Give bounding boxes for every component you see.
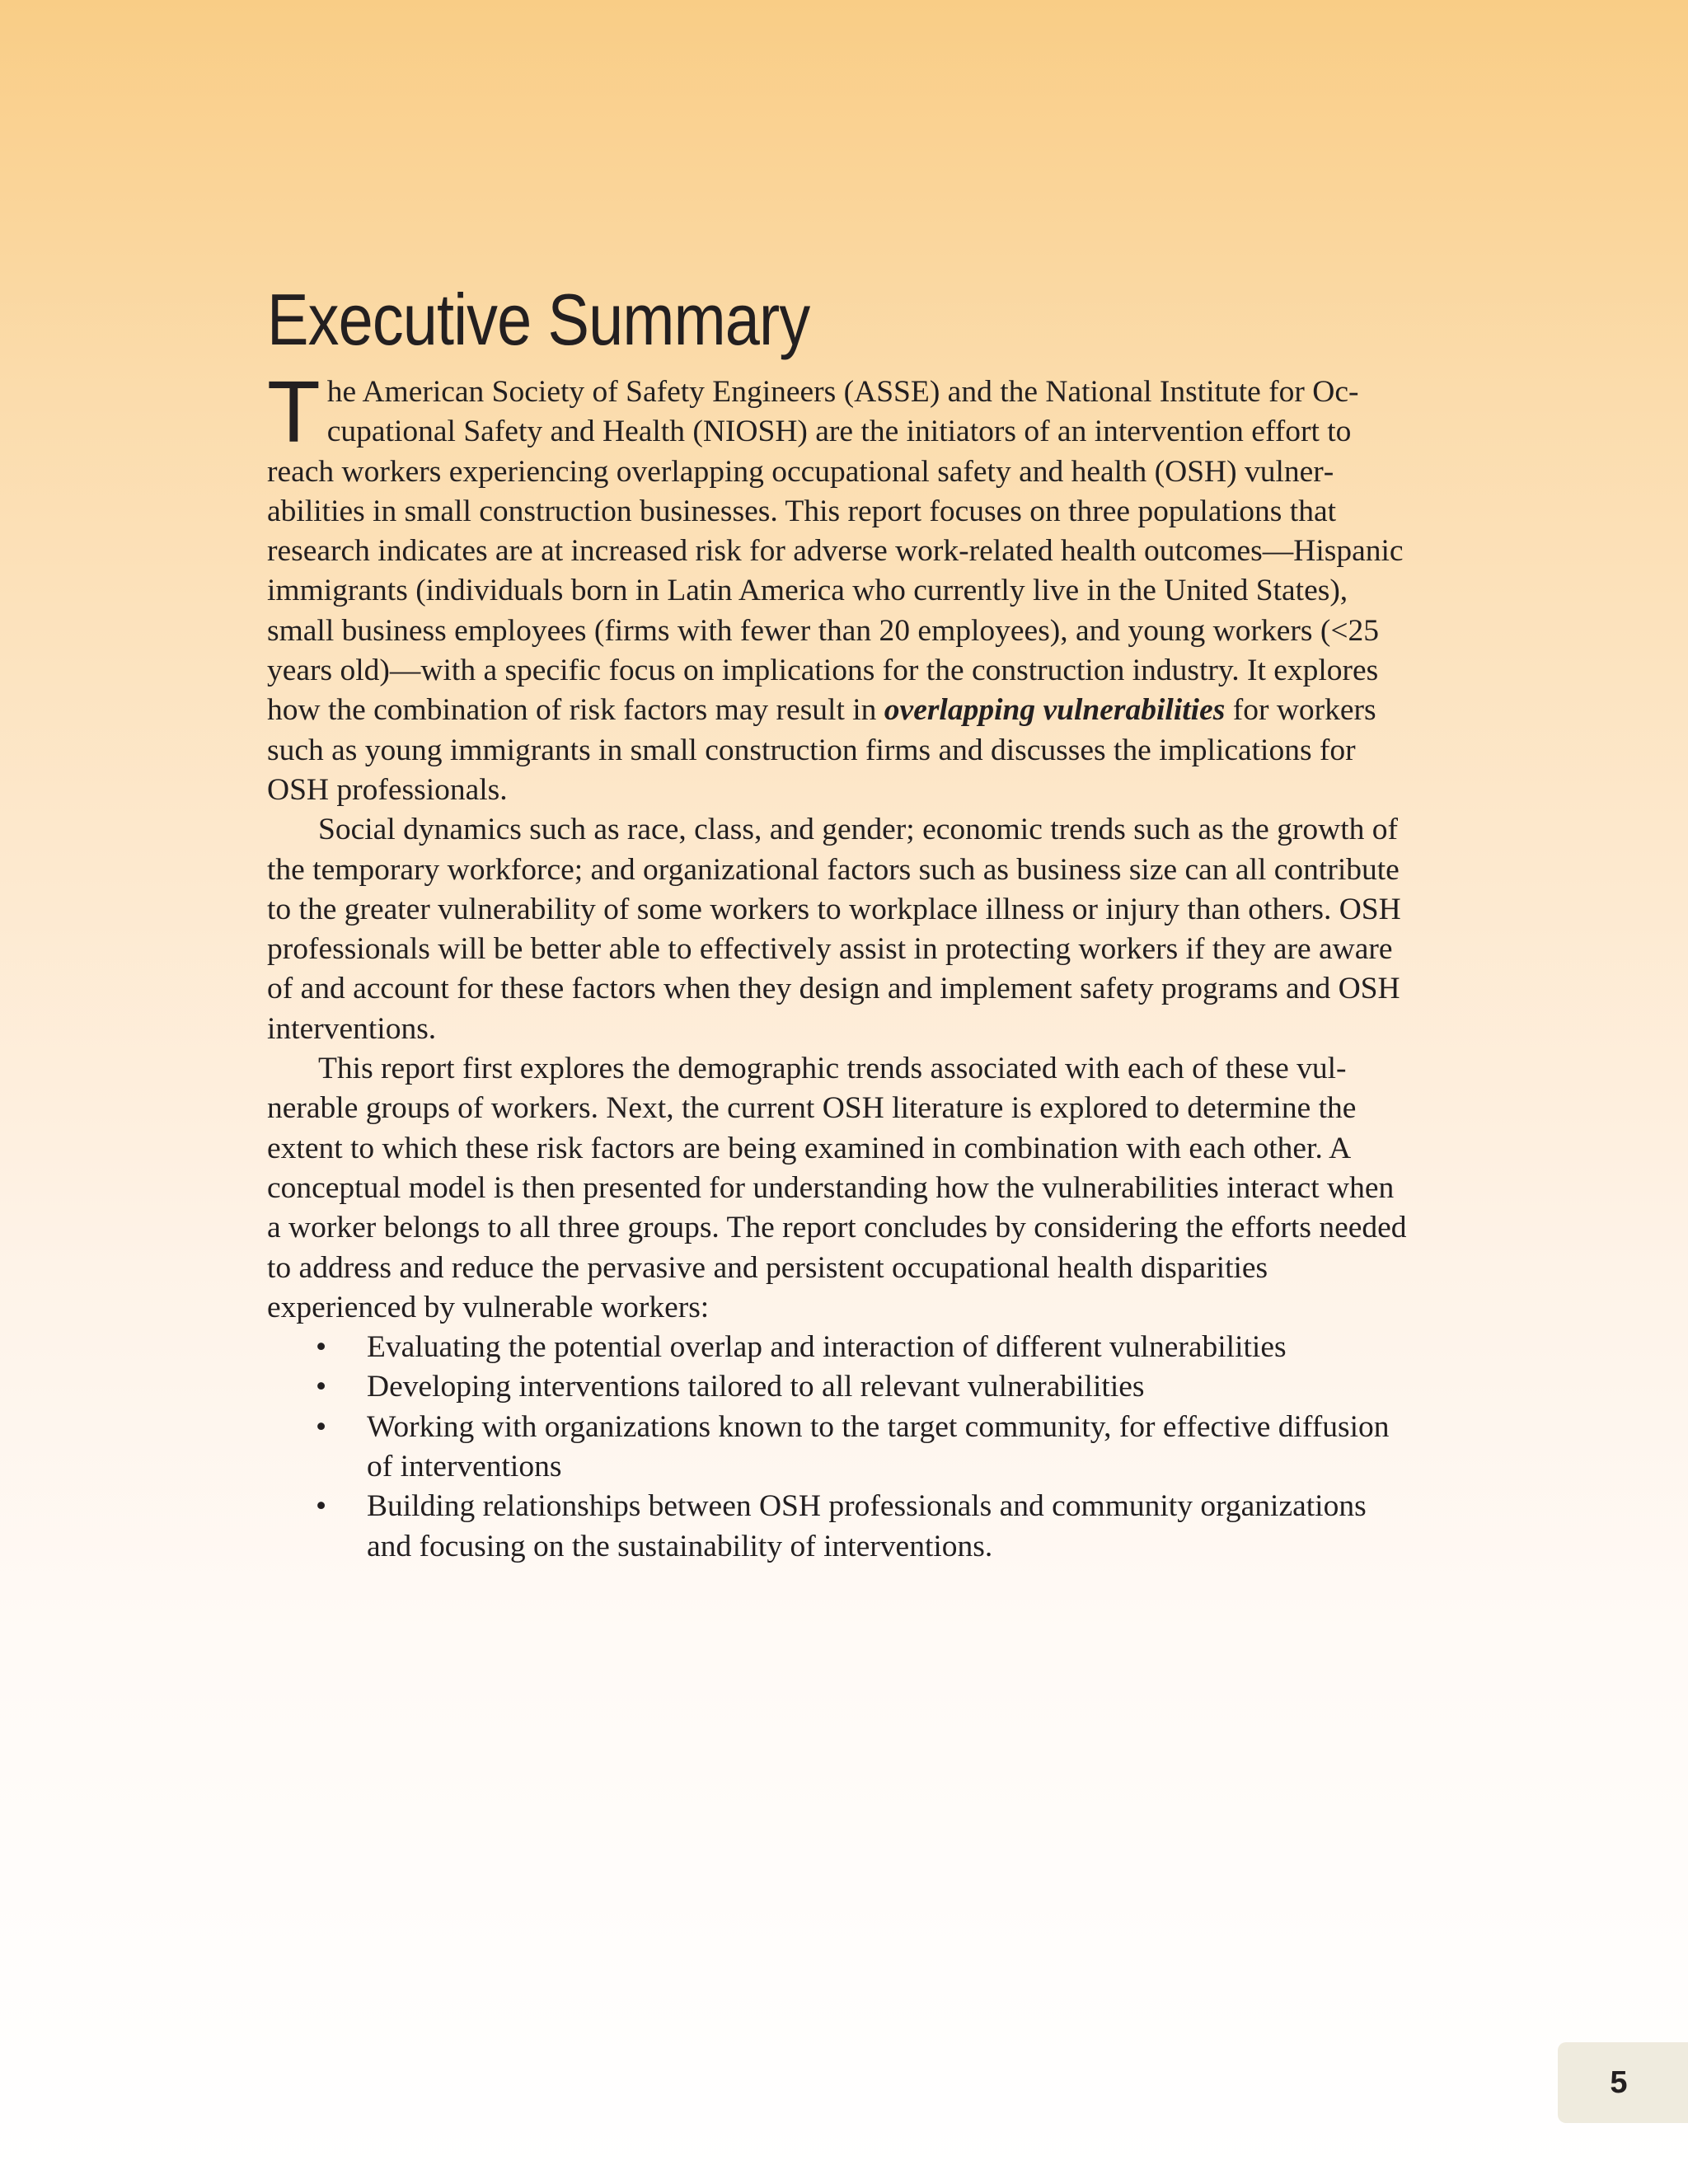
intro-text-2: for workers such as young immigrants in small construction firms and discusses the implications for OSH professionals. bbox=[267, 693, 1376, 807]
bullet-text: Developing interventions tailored to all relevant vulnerabilities bbox=[367, 1370, 1145, 1404]
paragraph-3: This report first explores the demographic trends associated with each of these vulnerable groups of workers. Next, the current OSH literature is explored to determine the extent to which these risk factors are being examined in combination with each other. A conceptual model is then presented for understanding how the vulnerabilities interact when a worker belongs to all three groups. The report concludes by considering the efforts needed to address and reduce the pervasive and persistent occupational health disparities experienced by vulnerable workers: bbox=[267, 1052, 1407, 1324]
bullet-list bbox=[267, 1328, 1411, 1567]
bullet-item bbox=[316, 1367, 1411, 1407]
page-title: Executive Summary bbox=[267, 279, 810, 360]
intro-paragraph bbox=[267, 363, 1411, 810]
bullet-text: Building relationships between OSH professionals and community organizations and focusing on the sustainability of interventions. bbox=[367, 1489, 1367, 1563]
drop-cap: T bbox=[267, 363, 321, 461]
bullet-icon: • bbox=[316, 1409, 327, 1444]
body-text bbox=[267, 363, 1411, 1567]
page-number: 5 bbox=[1610, 2064, 1628, 2100]
bullet-item bbox=[316, 1328, 1411, 1367]
bullet-text: Evaluating the potential overlap and interaction of different vulnerabilities bbox=[367, 1330, 1287, 1365]
bullet-item bbox=[316, 1487, 1411, 1567]
emphasis-text: overlapping vulnerabilities bbox=[884, 693, 1226, 728]
bullet-icon: • bbox=[316, 1370, 327, 1404]
bullet-icon: • bbox=[316, 1489, 327, 1524]
bullet-text: Working with organizations known to the target community, for effective diffusion of interventions bbox=[367, 1409, 1390, 1484]
page-number-tab bbox=[1558, 2042, 1688, 2123]
bullet-item bbox=[316, 1408, 1411, 1488]
intro-text-1: he American Society of Safety Engineers (ASSE) and the National Institute for Occupational Safety and Health (NIOSH) are the initiators of an intervention effort to reach workers experiencing overlapping occupational safety and health (OSH) vulnerabilities in small construction businesses. This report focuses on three populations that research indicates are at increased risk for adverse work-related health outcomes—Hispanic immigrants (individuals born in Latin America who currently live in the United States), small business employees (firms with fewer than 20 employees), and young workers (<25 years old)—with a specific focus on implications for the construction industry. It explores how the combination of risk factors may result in bbox=[267, 375, 1404, 728]
bullet-icon: • bbox=[316, 1330, 327, 1365]
paragraph-2: Social dynamics such as race, class, and gender; economic trends such as the growth of the temporary workforce; and organizational factors such as business size can all contribute to the greater vulnerability of some workers to workplace illness or injury than others. OSH professionals will be better able to effectively assist in protecting workers if they are aware of and account for these factors when they design and implement safety programs and OSH interventions. bbox=[267, 813, 1401, 1046]
